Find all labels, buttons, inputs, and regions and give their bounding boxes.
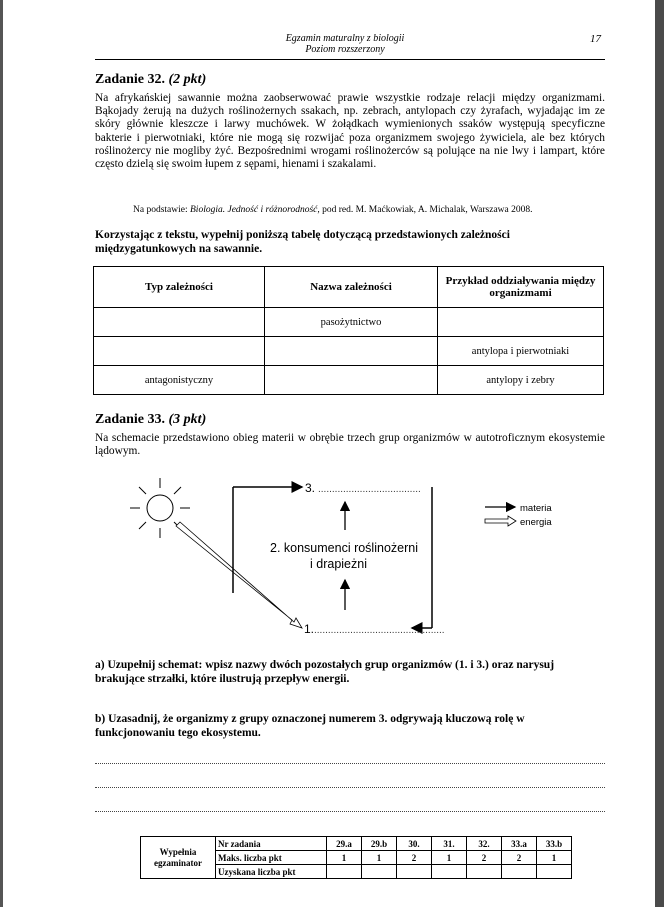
table-header-row xyxy=(94,267,604,308)
examiner-score-table xyxy=(140,836,572,879)
relations-table xyxy=(93,266,604,395)
obtained-points-cell[interactable] xyxy=(432,865,467,879)
header-exam-title: Egzamin maturalny z biologii xyxy=(285,33,405,44)
task-33-points: (3 pkt) xyxy=(168,412,207,427)
page-number: 17 xyxy=(590,33,601,45)
row-label-obtained-points: Uzyskana liczba pkt xyxy=(216,865,327,879)
task-32-number: Zadanie 32. xyxy=(95,72,166,87)
task-32-points: (2 pkt) xyxy=(168,72,207,87)
table-cell: antylopy i zebry xyxy=(438,366,604,395)
source-title: Biologia. Jedność i różnorodność xyxy=(190,205,318,215)
task-33-number: Zadanie 33. xyxy=(95,412,166,427)
obtained-points-cell[interactable] xyxy=(327,865,362,879)
col-header-name: Nazwa zależności xyxy=(265,267,438,308)
obtained-points-cell[interactable] xyxy=(502,865,537,879)
max-points-cell: 1 xyxy=(432,851,467,865)
group-2-label-line2: i drapieżni xyxy=(310,557,367,571)
table-cell: antagonistyczny xyxy=(94,366,265,395)
matter-cycle-diagram xyxy=(130,470,570,640)
source-rest: , pod red. M. Maćkowiak, A. Michalak, Warszawa 2008. xyxy=(317,205,533,215)
max-points-cell: 1 xyxy=(362,851,397,865)
score-row-task-numbers xyxy=(141,837,572,851)
source-prefix: Na podstawie: xyxy=(133,205,190,215)
task-number-cell: 33.b xyxy=(537,837,572,851)
obtained-points-cell[interactable] xyxy=(537,865,572,879)
energy-legend-arrow xyxy=(485,516,516,526)
task-32-title xyxy=(95,72,206,88)
task-33-text: Na schemacie przedstawiono obieg materii w obrębie trzech grup organizmów w autotroficznym ekosystemie lądowym. xyxy=(95,432,605,458)
group-2-label-line1: 2. konsumenci roślinożerni xyxy=(270,541,418,555)
answer-cell[interactable] xyxy=(94,337,265,366)
table-cell: pasożytnictwo xyxy=(265,308,438,337)
answer-line[interactable] xyxy=(95,786,605,788)
row-label-max-points: Maks. liczba pkt xyxy=(216,851,327,865)
col-header-type: Typ zależności xyxy=(94,267,265,308)
table-row xyxy=(94,337,604,366)
task-number-cell: 33.a xyxy=(502,837,537,851)
energy-legend-label: energia xyxy=(520,517,552,528)
obtained-points-cell[interactable] xyxy=(397,865,432,879)
max-points-cell: 2 xyxy=(467,851,502,865)
task-number-cell: 32. xyxy=(467,837,502,851)
col-header-example: Przykład oddziaływania między organizmami xyxy=(438,267,604,308)
header-level: Poziom rozszerzony xyxy=(305,44,385,55)
task-number-cell: 29.b xyxy=(362,837,397,851)
answer-cell[interactable] xyxy=(265,337,438,366)
energy-arrow-sun-to-producers xyxy=(176,522,302,628)
group-3-answer-line[interactable]: ..................................... xyxy=(318,484,421,495)
obtained-points-cell[interactable] xyxy=(362,865,397,879)
obtained-points-cell[interactable] xyxy=(467,865,502,879)
header-rule xyxy=(95,59,605,60)
task-32-source xyxy=(133,205,533,215)
answer-cell[interactable] xyxy=(265,366,438,395)
task-33a-instruction: a) Uzupełnij schemat: wpisz nazwy dwóch pozostałych grup organizmów (1. i 3.) oraz narysuj brakujące strzałki, które ilustrują przepływ energii. xyxy=(95,659,555,685)
page-header xyxy=(240,33,450,55)
answer-line[interactable] xyxy=(95,762,605,764)
examiner-label: Wypełnia egzaminator xyxy=(141,837,216,879)
page-frame-right xyxy=(655,0,664,907)
table-row xyxy=(94,308,604,337)
task-33b-instruction: b) Uzasadnij, że organizmy z grupy oznaczonej numerem 3. odgrywają kluczową rolę w funkcjonowaniu tego ekosystemu. xyxy=(95,713,525,739)
table-cell: antylopa i pierwotniaki xyxy=(438,337,604,366)
task-number-cell: 31. xyxy=(432,837,467,851)
matter-legend-label: materia xyxy=(520,503,552,514)
task-number-cell: 29.a xyxy=(327,837,362,851)
task-32-text: Na afrykańskiej sawannie można zaobserwować prawie wszystkie rodzaje relacji między organizmami. Bąkojady żerują na dużych roślinożernych ssakach, np. zebrach, antylopach czy żyrafach, wyjadając im ze skóry głównie kleszcze i larwy muchówek. W żołądkach wymienionych ssaków występują specyficzne bakterie i pierwotniaki, które nie mogą się rozwijać poza organizmem swojego żywiciela, ale bez których roślinożercy nie mogliby żyć. Bezpośrednimi wrogami roślinożerców są polujące na nie lwy i lampart, które często dzielą się swoim łupem z sępami, hienami i szakalami. xyxy=(95,92,605,171)
task-32-instruction: Korzystając z tekstu, wypełnij poniższą tabelę dotyczącą przedstawionych zależności międzygatunkowych na sawannie. xyxy=(95,229,510,255)
task-33-title xyxy=(95,412,206,428)
answer-cell[interactable] xyxy=(94,308,265,337)
max-points-cell: 2 xyxy=(397,851,432,865)
task-number-cell: 30. xyxy=(397,837,432,851)
group-3-label: 3. xyxy=(305,481,316,495)
row-label-task-number: Nr zadania xyxy=(216,837,327,851)
group-1-answer-line[interactable]: ............................................... xyxy=(314,625,445,636)
group-1-label: 1. xyxy=(304,622,315,636)
max-points-cell: 2 xyxy=(502,851,537,865)
answer-line[interactable] xyxy=(95,810,605,812)
answer-cell[interactable] xyxy=(438,308,604,337)
max-points-cell: 1 xyxy=(537,851,572,865)
diagram-legend xyxy=(485,503,552,528)
max-points-cell: 1 xyxy=(327,851,362,865)
page-frame-left xyxy=(0,0,3,907)
table-row xyxy=(94,366,604,395)
